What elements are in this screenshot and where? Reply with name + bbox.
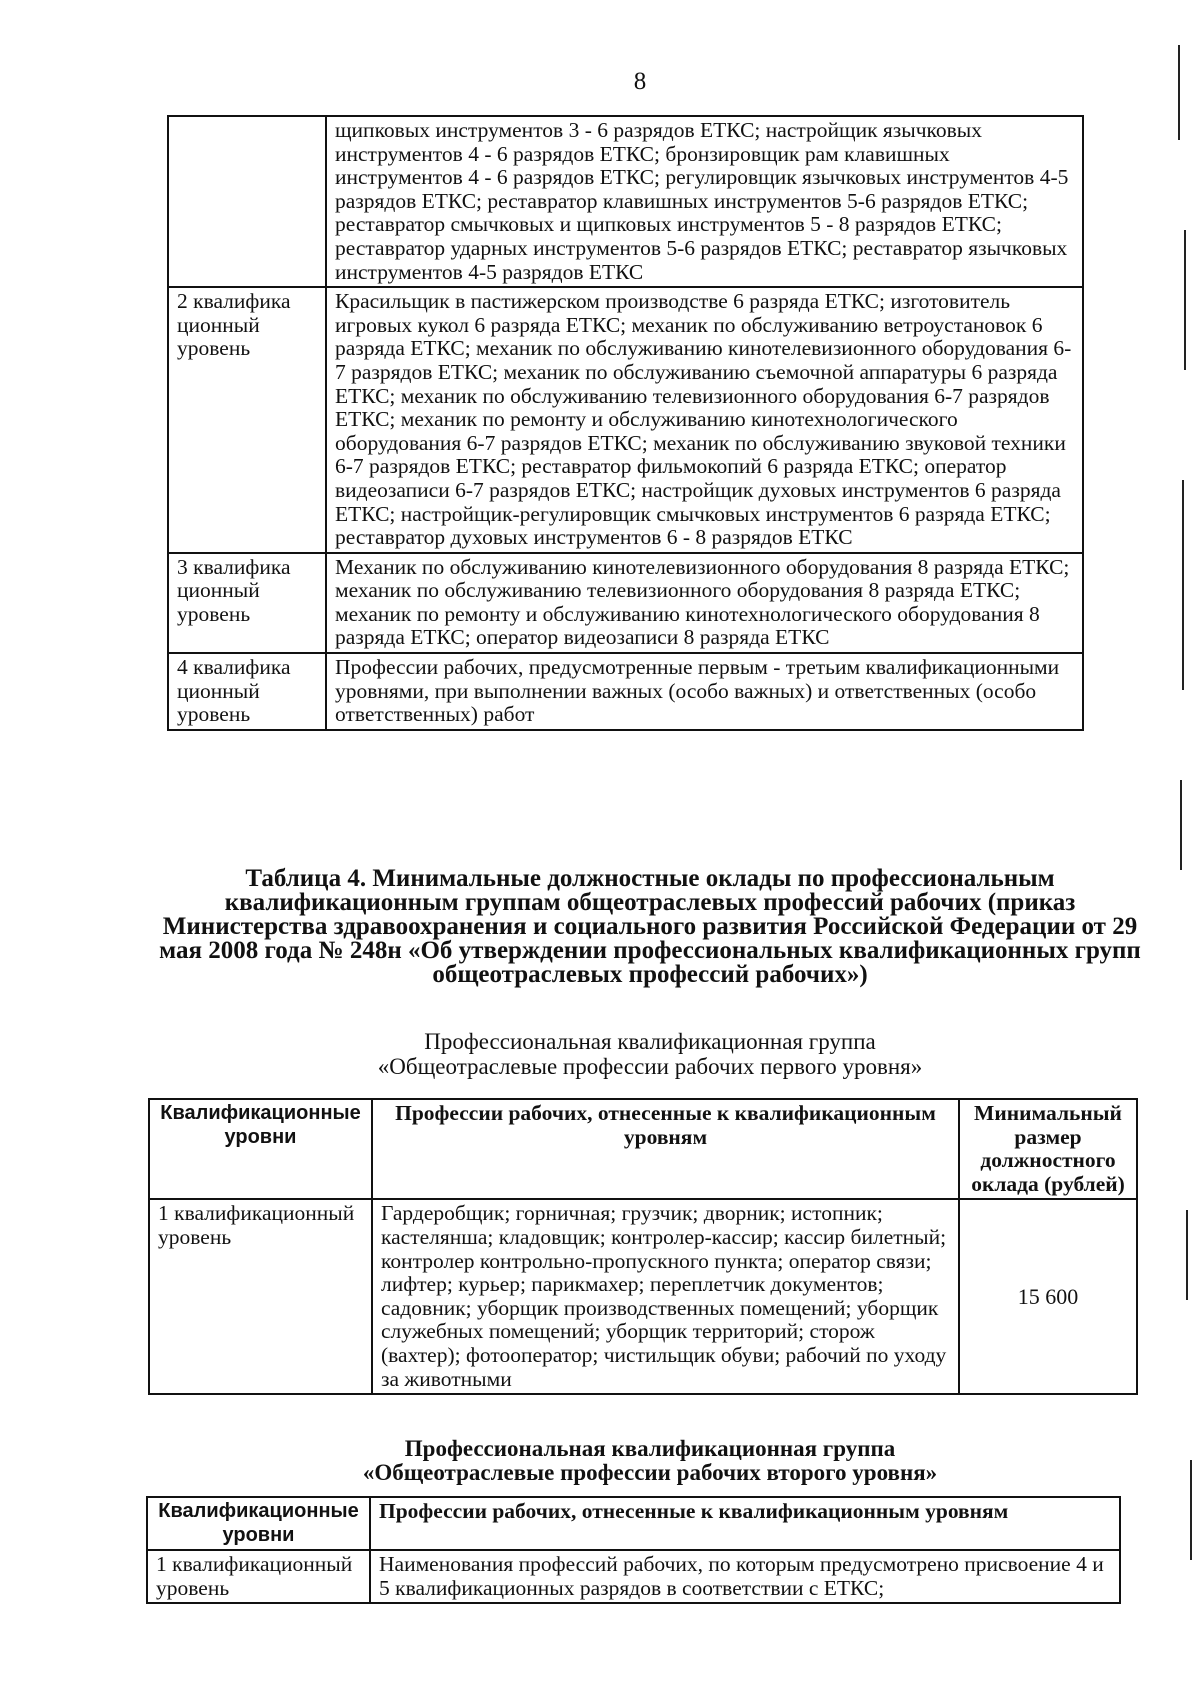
table-row xyxy=(168,653,1083,730)
professions-cell: Наименования профессий рабочих, по которым предусмотрено присвоение 4 и 5 квалификационных разрядов в соответствии с ЕТКС; xyxy=(370,1550,1120,1603)
professions-cell: Гардеробщик; горничная; грузчик; дворник; истопник; кастелянша; кладовщик; контролер-кассир; кассир билетный; контролер контрольно-пропускного пункта; оператор связи; лифтер; курьер; парикмахер; переплетчик документов; садовник; уборщик производственных помещений; уборщик служебных помещений; уборщик территорий; сторож (вахтер); фотооператор; чистильщик обуви; рабочий по уходу за животными xyxy=(372,1199,959,1394)
page-number: 8 xyxy=(633,68,647,95)
salary-cell: 15 600 xyxy=(959,1199,1137,1394)
header-professions: Профессии рабочих, отнесенные к квалификационным уровням xyxy=(372,1099,959,1199)
header-levels: Квалификационные уровни xyxy=(147,1497,370,1550)
group1-title-line2: «Общеотраслевые профессии рабочих первого уровня» xyxy=(377,1054,923,1079)
level-cell: 4 квалифика ционный уровень xyxy=(168,653,326,730)
group2-table xyxy=(146,1496,1121,1604)
group2-title-line1: Профессиональная квалификационная группа xyxy=(404,1436,896,1461)
table-row xyxy=(168,553,1083,653)
table-row xyxy=(168,116,1083,287)
group1-table xyxy=(148,1098,1138,1395)
table4-title: Таблица 4. Минимальные должностные оклады по профессиональным квалификационным группам общеотраслевых профессий рабочих (приказ Министерства здравоохранения и социального развития Российской Федерации от 29 мая 2008 года № 248н «Об утверждении профессиональных квалификационных групп общеотраслевых профессий рабочих») xyxy=(159,865,1141,988)
table-row xyxy=(147,1550,1120,1603)
header-row xyxy=(147,1497,1120,1550)
professions-cell: Профессии рабочих, предусмотренные первым - третьим квалификационными уровнями, при выполнении важных (особо важных) и ответственных (особо ответственных) работ xyxy=(326,653,1083,730)
group2-title xyxy=(150,1437,1150,1485)
scan-edge-mark xyxy=(1180,780,1182,870)
header-professions: Профессии рабочих, отнесенные к квалификационным уровням xyxy=(370,1497,1120,1550)
scan-edge-mark xyxy=(1182,480,1184,690)
level-cell: 3 квалифика ционный уровень xyxy=(168,553,326,653)
prev-qualification-table xyxy=(167,115,1084,731)
level-cell xyxy=(168,116,326,287)
header-row xyxy=(149,1099,1137,1199)
header-levels: Квалификационные уровни xyxy=(149,1099,372,1199)
scan-edge-mark xyxy=(1186,1210,1188,1300)
scan-edge-mark xyxy=(1184,230,1186,370)
group2-title-line2: «Общеотраслевые профессии рабочих второго уровня» xyxy=(362,1460,938,1485)
scan-edge-mark xyxy=(1190,1460,1192,1560)
level-cell: 1 квалификационный уровень xyxy=(149,1199,372,1394)
professions-cell: Механик по обслуживанию кинотелевизионного оборудования 8 разряда ЕТКС; механик по обслуживанию телевизионного оборудования 8 разряда ЕТКС; механик по ремонту и обслуживанию кинотехнологического оборудования 8 разряда ЕТКС; оператор видеозаписи 8 разряда ЕТКС xyxy=(326,553,1083,653)
table-row xyxy=(149,1199,1137,1394)
group1-title xyxy=(150,1029,1150,1079)
level-cell: 2 квалифика ционный уровень xyxy=(168,287,326,553)
level-cell: 1 квалификационный уровень xyxy=(147,1550,370,1603)
professions-cell: щипковых инструментов 3 - 6 разрядов ЕТКС; настройщик язычковых инструментов 4 - 6 разрядов ЕТКС; бронзировщик рам клавишных инструментов 4 - 6 разрядов ЕТКС; регулировщик язычковых инструментов 4-5 разрядов ЕТКС; реставратор клавишных инструментов 5-6 разрядов ЕТКС; реставратор смычковых и щипковых инструментов 5 - 8 разрядов ЕТКС; реставратор ударных инструментов 5-6 разрядов ЕТКС; реставратор язычковых инструментов 4-5 разрядов ЕТКС xyxy=(326,116,1083,287)
professions-cell: Красильщик в пастижерском производстве 6 разряда ЕТКС; изготовитель игровых кукол 6 разряда ЕТКС; механик по обслуживанию ветроустановок 6 разряда ЕТКС; механик по обслуживанию кинотелевизионного оборудования 6-7 разрядов ЕТКС; механик по обслуживанию съемочной аппаратуры 6 разряда ЕТКС; механик по обслуживанию телевизионного оборудования 6-7 разрядов ЕТКС; механик по ремонту и обслуживанию кинотехнологического оборудования 6-7 разрядов ЕТКС; механик по обслуживанию звуковой техники 6-7 разрядов ЕТКС; реставратор фильмокопий 6 разряда ЕТКС; оператор видеозаписи 6-7 разрядов ЕТКС; настройщик духовых инструментов 6 разряда ЕТКС; настройщик-регулировщик смычковых инструментов 6 разряда ЕТКС; реставратор духовых инструментов 6 - 8 разрядов ЕТКС xyxy=(326,287,1083,553)
table-row xyxy=(168,287,1083,553)
scan-edge-mark xyxy=(1178,45,1180,140)
header-salary: Минимальный размер должностного оклада (рублей) xyxy=(959,1099,1137,1199)
group1-title-line1: Профессиональная квалификационная группа xyxy=(424,1029,876,1054)
